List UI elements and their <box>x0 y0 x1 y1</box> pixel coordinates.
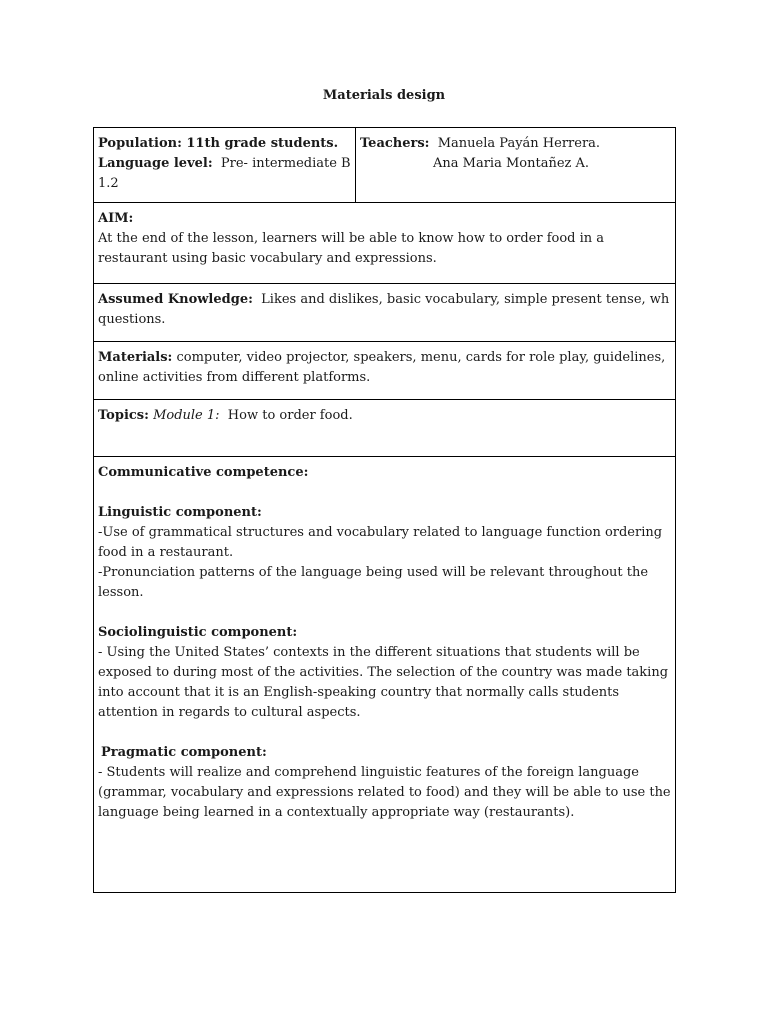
teachers-line-1 <box>360 134 671 154</box>
pragmatic-text: - Students will realize and comprehend linguistic features of the foreign language (grammar, vocabulary and expressions related to food) and they will be able to use the language being learned in a contextually appropriate way (restaurants). <box>98 765 671 820</box>
lesson-plan-table <box>93 127 676 893</box>
materials-label: Materials: <box>98 350 173 365</box>
topics-label: Topics: <box>98 408 149 423</box>
page-title: Materials design <box>322 88 446 103</box>
materials-cell <box>94 342 676 400</box>
topics-row <box>94 400 676 457</box>
assumed-knowledge-text: Likes and dislikes, basic vocabulary, simple present tense, wh questions. <box>98 292 670 327</box>
assumed-knowledge-row <box>94 284 676 342</box>
competence-heading: Communicative competence: <box>98 465 309 480</box>
topics-module: Module 1: <box>153 408 220 423</box>
linguistic-point-2: -Pronunciation patterns of the language being used will be relevant throughout the lesson. <box>98 565 649 600</box>
language-level-value: Pre- intermediate B 1.2 <box>98 156 351 191</box>
language-level-label: Language level: <box>98 156 213 171</box>
linguistic-point-1: -Use of grammatical structures and vocabulary related to language function ordering food in a restaurant. <box>98 525 663 560</box>
language-level <box>98 154 351 194</box>
aim-cell <box>94 203 676 284</box>
materials-row <box>94 342 676 400</box>
competence-row <box>94 457 676 893</box>
topics-text: How to order food. <box>227 408 353 423</box>
population-cell <box>94 128 356 203</box>
topics-cell <box>94 400 676 457</box>
sociolinguistic-text: - Using the United States’ contexts in the different situations that students will be exposed to during most of the activities. The selection of the country was made taking into account that it is an English-speaking country that normally calls students attention in regards to cultural aspects. <box>98 645 669 720</box>
sociolinguistic-heading: Sociolinguistic component: <box>98 625 298 640</box>
pragmatic-heading: Pragmatic component: <box>101 745 267 760</box>
header-row <box>94 128 676 203</box>
population-label: Population: 11th grade students. <box>98 136 339 151</box>
competence-cell <box>94 457 676 893</box>
teacher-name-1: Manuela Payán Herrera. <box>437 136 601 151</box>
aim-text: At the end of the lesson, learners will be able to know how to order food in a restaurant using basic vocabulary and expressions. <box>98 231 605 266</box>
teachers-cell <box>356 128 676 203</box>
assumed-knowledge-label: Assumed Knowledge: <box>98 292 253 307</box>
linguistic-heading: Linguistic component: <box>98 505 262 520</box>
teacher-name-2: Ana Maria Montañez A. <box>433 156 590 171</box>
materials-text: computer, video projector, speakers, menu, cards for role play, guidelines, online activities from different platforms. <box>98 350 666 385</box>
teachers-label: Teachers: <box>360 136 430 151</box>
assumed-knowledge-cell <box>94 284 676 342</box>
aim-row <box>94 203 676 284</box>
aim-label: AIM: <box>98 211 134 226</box>
